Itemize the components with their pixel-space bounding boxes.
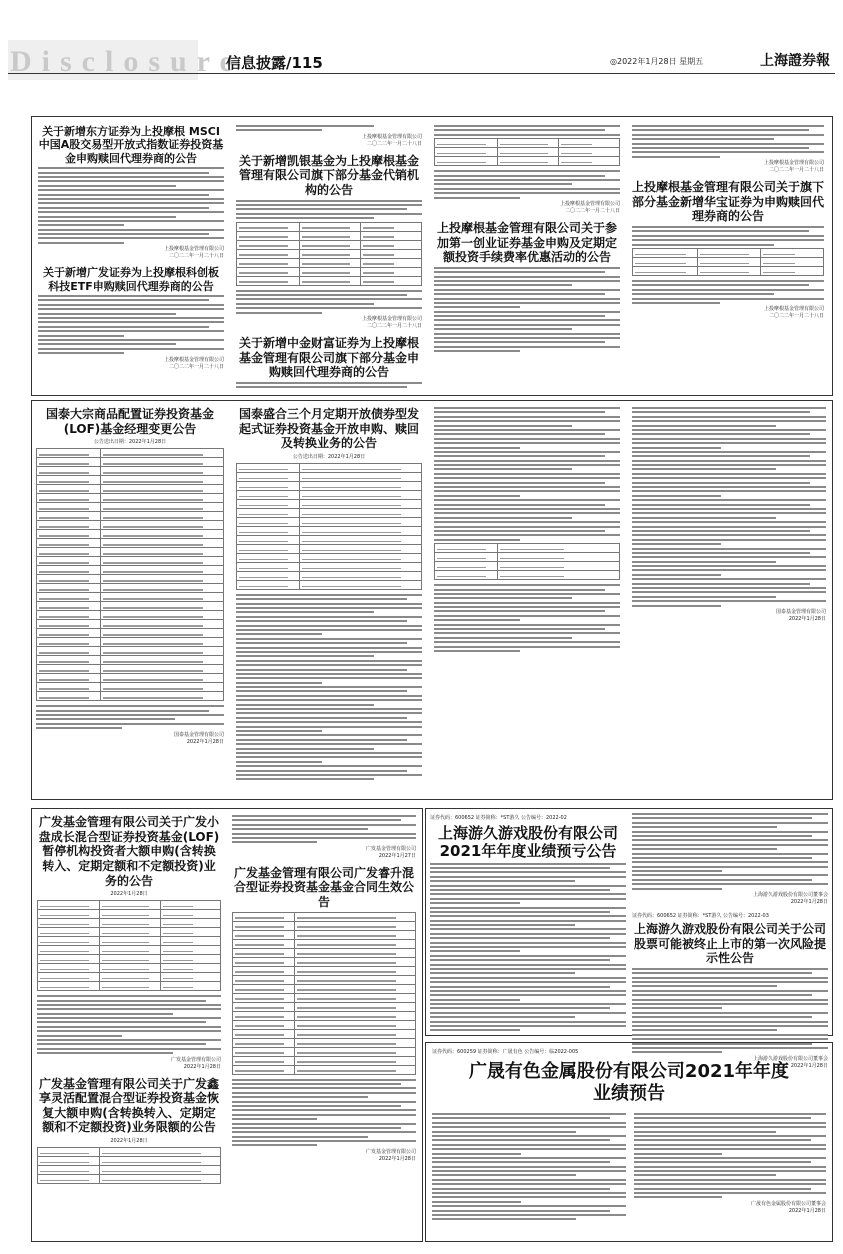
section-word: Disclosure bbox=[10, 45, 243, 78]
notice-title-n10: 广发基金管理有限公司关于广发鑫享灵活配置混合型证券投资基金恢复大额申购(含转换转入、定期定额和不定额投资)业务限额的公告 bbox=[38, 1076, 219, 1135]
column-c bbox=[434, 125, 620, 391]
notice-signature: 上投摩根基金管理有限公司 二〇二二年一月二十八日 bbox=[763, 160, 824, 174]
column-a bbox=[432, 1113, 626, 1237]
column-a: 证券代码：600652 证券简称：*ST游久 公告编号：2022-02 上海游久游戏股份有限公司2021年年度业绩预亏公告 bbox=[430, 813, 626, 1031]
notice-signature: 上投摩根基金管理有限公司 二〇二二年一月二十八日 bbox=[163, 356, 224, 370]
notice-title-n13: 上海游久游戏股份有限公司关于公司股票可能被终止上市的第一次风险提示性公告 bbox=[633, 922, 826, 966]
notice-body bbox=[430, 863, 626, 1032]
column-b: 广发基金管理有限公司 2022年1月27日 广发基金管理有限公司广发睿升混合型证券投资基金基金合同生效公告 广发基金管理有限公司 2022年1月28日 bbox=[232, 815, 416, 1237]
notice-signature: 上投摩根基金管理有限公司 二〇二二年一月二十八日 bbox=[163, 246, 224, 260]
notice-title-n6: 上投摩根基金管理有限公司关于旗下部分基金新增华宝证券为申购赎回代理券商的公告 bbox=[632, 180, 825, 224]
column-d bbox=[632, 125, 824, 391]
manager-table bbox=[36, 448, 224, 701]
column-a bbox=[38, 125, 224, 391]
notice-signature: 上投摩根基金管理有限公司 二〇二二年一月二十八日 bbox=[763, 306, 824, 320]
masthead bbox=[0, 0, 843, 78]
column-a: 国泰大宗商品配置证券投资基金(LOF)基金经理变更公告 公告送出日期：2022年1月28日 国泰基金管理有限公司 2022年1月28日 bbox=[36, 407, 224, 793]
panel-youjiu bbox=[425, 808, 833, 1069]
masthead-rule bbox=[8, 73, 835, 74]
notice-title-n3: 关于新增凯银基金为上投摩根基金管理有限公司旗下部分基金代销机构的公告 bbox=[238, 153, 419, 198]
column-c bbox=[434, 407, 620, 793]
notice-title-n4: 关于新增中金财富证券为上投摩根基金管理有限公司旗下部分基金申购赎回代理券商的公告 bbox=[238, 335, 419, 380]
notice-body bbox=[236, 200, 422, 220]
newspaper-logo: 上海證券報 bbox=[760, 53, 830, 69]
column-b bbox=[236, 125, 422, 391]
notice-title-n1: 关于新增东方证券为上投摩根 MSCI 中国A股交易型开放式指数证券投资基金申购赎回代理券商的公告 bbox=[38, 125, 224, 165]
contract-table bbox=[232, 912, 416, 1075]
notice-body bbox=[38, 295, 224, 354]
notice-signature: 上投摩根基金管理有限公司 二〇二二年一月二十八日 bbox=[361, 315, 422, 329]
notice-title-n14: 广晟有色金属股份有限公司2021年年度业绩预告 bbox=[468, 1061, 790, 1104]
section-title: 信息披露/115 bbox=[226, 54, 323, 72]
notice-title-n9: 广发基金管理有限公司关于广发小盘成长混合型证券投资基金(LOF)暂停机构投资者大额申购(含转换转入、定期定额和不定额投资)业务的公告 bbox=[38, 815, 220, 888]
notice-body bbox=[434, 267, 620, 352]
limit-table bbox=[37, 1147, 221, 1184]
notice-title-n12: 上海游久游戏股份有限公司2021年年度业绩预亏公告 bbox=[437, 824, 618, 861]
column-b: 国泰盛合三个月定期开放债券型发起式证券投资基金开放申购、赎回及转换业务的公告 公告送出日期：2022年1月28日 bbox=[236, 407, 422, 793]
fund-info-table bbox=[236, 463, 422, 590]
column-b: 广晟有色金属股份有限公司董事会 2022年1月28日 bbox=[634, 1113, 826, 1237]
panel-guangfa bbox=[31, 808, 423, 1242]
panel-guangsheng: 证券代码：600259 证券简称：广晟有色 公告编号：临2022-005 广晟有色金属股份有限公司2021年年度业绩预告 广晟有色金属股份有限公司董事会 2022年1月28日 bbox=[425, 1042, 833, 1242]
notice-title-n8: 国泰盛合三个月定期开放债券型发起式证券投资基金开放申购、赎回及转换业务的公告 bbox=[238, 407, 419, 451]
notice-title-n7: 国泰大宗商品配置证券投资基金(LOF)基金经理变更公告 bbox=[45, 407, 214, 436]
column-d: 国泰基金管理有限公司 2022年1月28日 bbox=[632, 407, 826, 793]
column-b: 上海游久游戏股份有限公司董事会 2022年1月28日 证券代码：600652 证券简称：*ST游久 公告编号：2022-03 上海游久游戏股份有限公司关于公司股票可能被终止上市的第一次风险提示性公告 上海游久游戏股份有限公司董事会 2022年1月28日 bbox=[632, 813, 828, 1031]
column-a: 广发基金管理有限公司关于广发小盘成长混合型证券投资基金(LOF)暂停机构投资者大额申购(含转换转入、定期定额和不定额投资)业务的公告 2022年1月28日 广发基金管理有限公司 2022年1月28日 广发基金管理有限公司关于广发鑫享灵活配置混合型证券投资基金恢复大额申购(含转换转入、定期定额和不定额投资)业务限额的公告 2022年1月28日 bbox=[37, 815, 221, 1237]
notice-body bbox=[38, 167, 224, 244]
notice-title-n11: 广发基金管理有限公司广发睿升混合型证券投资基金基金合同生效公告 bbox=[233, 865, 414, 909]
suspension-table bbox=[37, 900, 221, 991]
fund-table bbox=[434, 138, 620, 166]
notice-title-n2: 关于新增广发证券为上投摩根科创板科技ETF申购赎回代理券商的公告 bbox=[43, 266, 219, 293]
panel-sitou bbox=[31, 116, 833, 396]
fund-table bbox=[632, 248, 824, 276]
fee-table bbox=[434, 543, 620, 580]
panel-guotai bbox=[31, 400, 833, 800]
fund-table bbox=[236, 222, 422, 286]
notice-signature: 上投摩根基金管理有限公司 二〇二二年一月二十八日 bbox=[361, 133, 422, 147]
notice-signature: 上投摩根基金管理有限公司 二〇二二年一月二十八日 bbox=[559, 200, 620, 214]
notice-title-n5: 上投摩根基金管理有限公司关于参加第一创业证券基金申购及定期定额投资手续费率优惠活动的公告 bbox=[436, 220, 617, 265]
issue-info: ◎2022年1月28日 星期五 bbox=[610, 57, 704, 66]
